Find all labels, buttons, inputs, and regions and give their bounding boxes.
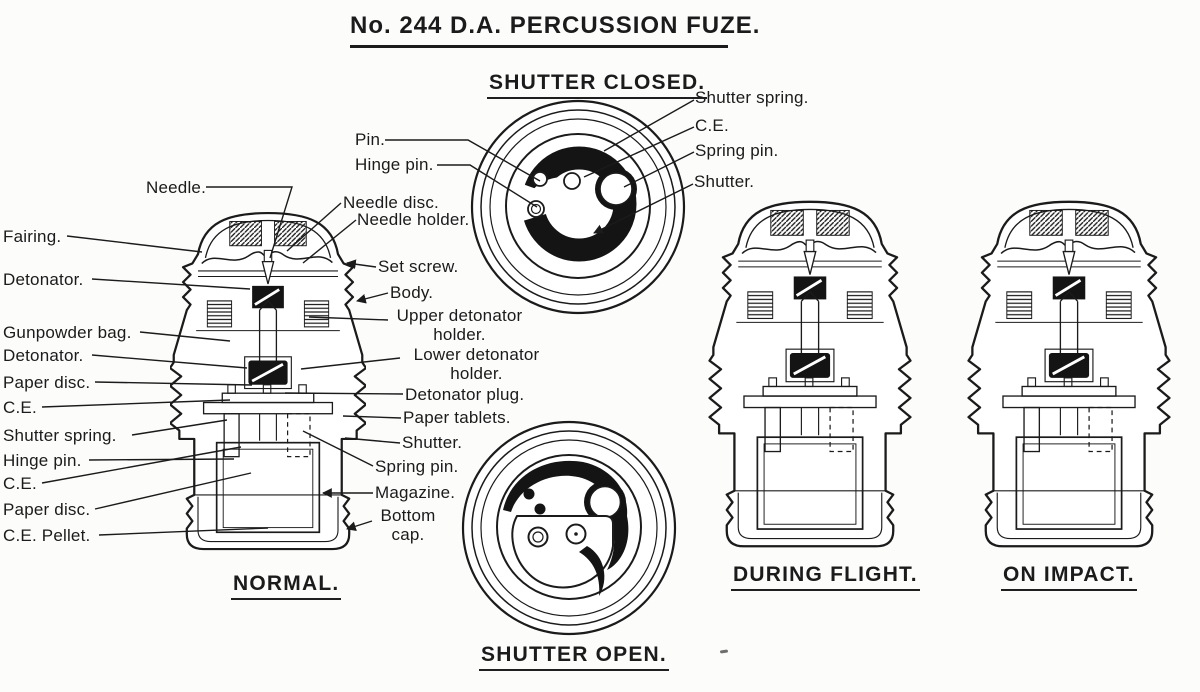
label-ce-pellet: C.E. Pellet.	[3, 526, 91, 545]
label-shutter: Shutter.	[402, 433, 463, 452]
leader-shutter	[345, 438, 400, 443]
label-shutter-closed: Shutter.	[694, 172, 755, 191]
label-hinge-pin-closed: Hinge pin.	[355, 155, 434, 174]
label-upper-detonator-holder: Upper detonator holder.	[396, 306, 523, 344]
label-hinge-pin: Hinge pin.	[3, 451, 82, 470]
label-ce-closed: C.E.	[695, 116, 729, 135]
label-needle-disc: Needle disc.	[343, 193, 439, 212]
caption-normal: NORMAL.	[231, 572, 341, 600]
label-detonator-upper: Detonator.	[3, 270, 84, 289]
caption-shutter-closed: SHUTTER CLOSED.	[487, 71, 707, 99]
label-paper-disc-lower: Paper disc.	[3, 500, 91, 519]
leader-fairing	[67, 236, 202, 252]
label-bottom-cap: Bottom cap.	[380, 506, 436, 544]
label-set-screw: Set screw.	[378, 257, 459, 276]
label-magazine: Magazine.	[375, 483, 456, 502]
label-ce-lower: C.E.	[3, 474, 37, 493]
leader-bottom-cap	[347, 521, 372, 529]
label-pin: Pin.	[355, 130, 386, 149]
label-spring-pin: Spring pin.	[375, 457, 459, 476]
fuze-section-during-flight	[710, 202, 911, 546]
caption-during-flight: DURING FLIGHT.	[731, 563, 920, 591]
label-lower-detonator-holder: Lower detonator holder.	[413, 345, 540, 383]
leader-hinge-pin	[89, 459, 234, 460]
label-detonator-lower: Detonator.	[3, 346, 84, 365]
label-needle-holder: Needle holder.	[357, 210, 470, 229]
label-spring-pin-closed: Spring pin.	[695, 141, 779, 160]
shutter-closed-view	[472, 101, 684, 313]
caption-on-impact: ON IMPACT.	[1001, 563, 1137, 591]
label-detonator-plug: Detonator plug.	[405, 385, 525, 404]
shutter-open-view	[463, 422, 675, 634]
fuze-section-on-impact	[969, 202, 1170, 546]
label-paper-tablets: Paper tablets.	[403, 408, 511, 427]
caption-shutter-open: SHUTTER OPEN.	[479, 643, 669, 671]
leader-detonator-plug	[285, 393, 403, 394]
label-ce-upper: C.E.	[3, 398, 37, 417]
leader-body	[357, 293, 388, 301]
label-shutter-spring-closed: Shutter spring.	[695, 88, 809, 107]
label-gunpowder-bag: Gunpowder bag.	[3, 323, 132, 342]
label-needle: Needle.	[146, 178, 206, 197]
label-shutter-spring: Shutter spring.	[3, 426, 117, 445]
label-fairing: Fairing.	[3, 227, 62, 246]
label-body: Body.	[390, 283, 434, 302]
label-paper-disc-upper: Paper disc.	[3, 373, 91, 392]
page-title: No. 244 D.A. PERCUSSION FUZE.	[350, 12, 728, 48]
fuze-section-normal	[170, 213, 366, 549]
